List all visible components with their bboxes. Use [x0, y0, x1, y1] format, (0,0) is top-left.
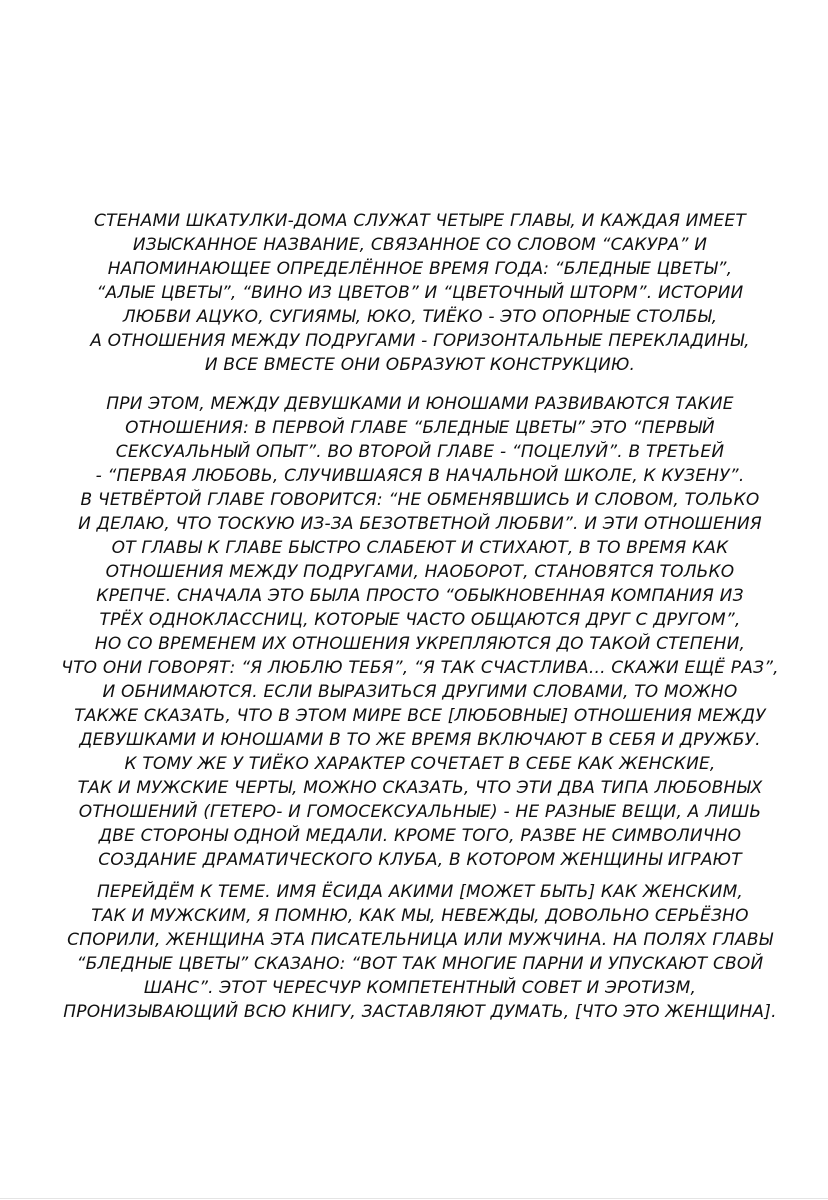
text-line: “БЛЕДНЫЕ ЦВЕТЫ” СКАЗАНО: “ВОТ ТАК МНОГИЕ ПАРНИ И УПУСКАЮТ СВОЙ [76, 954, 764, 974]
text-line: ТАК И МУЖСКИЕ ЧЕРТЫ, МОЖНО СКАЗАТЬ, ЧТО ЭТИ ДВА ТИПА ЛЮБОВНЫХ [77, 778, 763, 798]
text-line: КРЕПЧЕ. СНАЧАЛА ЭТО БЫЛА ПРОСТО “ОБЫКНОВЕННАЯ КОМПАНИЯ ИЗ [96, 586, 744, 606]
text-line: ОТНОШЕНИЙ (ГЕТЕРО- И ГОМОСЕКСУАЛЬНЫЕ) - НЕ РАЗНЫЕ ВЕЩИ, А ЛИШЬ [78, 802, 762, 822]
text-line: ПРОНИЗЫВАЮЩИЙ ВСЮ КНИГУ, ЗАСТАВЛЯЮТ ДУМАТЬ, [ЧТО ЭТО ЖЕНЩИНА]. [63, 1002, 777, 1022]
text-line: ПЕРЕЙДЁМ К ТЕМЕ. ИМЯ ЁСИДА АКИМИ [МОЖЕТ БЫТЬ] КАК ЖЕНСКИМ, [96, 882, 744, 902]
text-line: ОТНОШЕНИЯ МЕЖДУ ПОДРУГАМИ, НАОБОРОТ, СТАНОВЯТСЯ ТОЛЬКО [105, 562, 735, 582]
text-line: ТАК И МУЖСКИМ, Я ПОМНЮ, КАК МЫ, НЕВЕЖДЫ, ДОВОЛЬНО СЕРЬЁЗНО [91, 906, 749, 926]
text-line: СТЕНАМИ ШКАТУЛКИ-ДОМА СЛУЖАТ ЧЕТЫРЕ ГЛАВЫ, И КАЖДАЯ ИМЕЕТ [94, 211, 746, 231]
text-line: СПОРИЛИ, ЖЕНЩИНА ЭТА ПИСАТЕЛЬНИЦА ИЛИ МУЖЧИНА. НА ПОЛЯХ ГЛАВЫ [67, 930, 773, 950]
text-line: К ТОМУ ЖЕ У ТИЁКО ХАРАКТЕР СОЧЕТАЕТ В СЕБЕ КАК ЖЕНСКИЕ, [124, 754, 716, 774]
text-line: ПРИ ЭТОМ, МЕЖДУ ДЕВУШКАМИ И ЮНОШАМИ РАЗВИВАЮТСЯ ТАКИЕ [106, 394, 734, 414]
paragraph-relationships [60, 392, 780, 872]
paragraph-chapters [60, 209, 780, 377]
text-line: В ЧЕТВЁРТОЙ ГЛАВЕ ГОВОРИТСЯ: “НЕ ОБМЕНЯВШИСЬ И СЛОВОМ, ТОЛЬКО [80, 490, 760, 510]
text-line: ШАНС”. ЭТОТ ЧЕРЕСЧУР КОМПЕТЕНТНЫЙ СОВЕТ И ЭРОТИЗМ, [143, 978, 697, 998]
text-line: ДЕВУШКАМИ И ЮНОШАМИ В ТО ЖЕ ВРЕМЯ ВКЛЮЧАЮТ В СЕБЯ И ДРУЖБУ. [79, 730, 761, 750]
text-line: НАПОМИНАЮЩЕЕ ОПРЕДЕЛЁННОЕ ВРЕМЯ ГОДА: “БЛЕДНЫЕ ЦВЕТЫ”, [107, 259, 733, 279]
text-line: ЛЮБВИ АЦУКО, СУГИЯМЫ, ЮКО, ТИЁКО - ЭТО ОПОРНЫЕ СТОЛБЫ, [122, 307, 718, 327]
text-line: И ОБНИМАЮТСЯ. ЕСЛИ ВЫРАЗИТЬСЯ ДРУГИМИ СЛОВАМИ, ТО МОЖНО [102, 682, 738, 702]
paragraph-author [60, 880, 780, 1024]
text-line: - “ПЕРВАЯ ЛЮБОВЬ, СЛУЧИВШАЯСЯ В НАЧАЛЬНОЙ ШКОЛЕ, К КУЗЕНУ”. [95, 466, 745, 486]
text-line: НО СО ВРЕМЕНЕМ ИХ ОТНОШЕНИЯ УКРЕПЛЯЮТСЯ ДО ТАКОЙ СТЕПЕНИ, [94, 634, 746, 654]
text-line: СЕКСУАЛЬНЫЙ ОПЫТ”. ВО ВТОРОЙ ГЛАВЕ - “ПОЦЕЛУЙ”. В ТРЕТЬЕЙ [115, 442, 725, 462]
text-line: И ДЕЛАЮ, ЧТО ТОСКУЮ ИЗ-ЗА БЕЗОТВЕТНОЙ ЛЮБВИ”. И ЭТИ ОТНОШЕНИЯ [78, 514, 762, 534]
text-line: ДВЕ СТОРОНЫ ОДНОЙ МЕДАЛИ. КРОМЕ ТОГО, РАЗВЕ НЕ СИМВОЛИЧНО [98, 826, 742, 846]
text-line: ОТНОШЕНИЯ: В ПЕРВОЙ ГЛАВЕ “БЛЕДНЫЕ ЦВЕТЫ” ЭТО “ПЕРВЫЙ [125, 418, 715, 438]
text-line: ТАКЖЕ СКАЗАТЬ, ЧТО В ЭТОМ МИРЕ ВСЕ [ЛЮБОВНЫЕ] ОТНОШЕНИЯ МЕЖДУ [74, 706, 766, 726]
text-line: СОЗДАНИЕ ДРАМАТИЧЕСКОГО КЛУБА, В КОТОРОМ ЖЕНЩИНЫ ИГРАЮТ [98, 850, 742, 870]
text-line: ТРЁХ ОДНОКЛАССНИЦ, КОТОРЫЕ ЧАСТО ОБЩАЮТСЯ ДРУГ С ДРУГОМ”, [99, 610, 741, 630]
page-edge-line [0, 1198, 828, 1199]
text-line: И ВСЕ ВМЕСТЕ ОНИ ОБРАЗУЮТ КОНСТРУКЦИЮ. [204, 355, 636, 375]
text-line: ИЗЫСКАННОЕ НАЗВАНИЕ, СВЯЗАННОЕ СО СЛОВОМ “САКУРА” И [132, 235, 708, 255]
text-line: А ОТНОШЕНИЯ МЕЖДУ ПОДРУГАМИ - ГОРИЗОНТАЛЬНЫЕ ПЕРЕКЛАДИНЫ, [90, 331, 750, 351]
text-line: ЧТО ОНИ ГОВОРЯТ: “Я ЛЮБЛЮ ТЕБЯ”, “Я ТАК СЧАСТЛИВА... СКАЖИ ЕЩЁ РАЗ”, [61, 658, 779, 678]
text-line: ОТ ГЛАВЫ К ГЛАВЕ БЫСТРО СЛАБЕЮТ И СТИХАЮТ, В ТО ВРЕМЯ КАК [111, 538, 729, 558]
text-line: “АЛЫЕ ЦВЕТЫ”, “ВИНО ИЗ ЦВЕТОВ” И “ЦВЕТОЧНЫЙ ШТОРМ”. ИСТОРИИ [96, 283, 744, 303]
